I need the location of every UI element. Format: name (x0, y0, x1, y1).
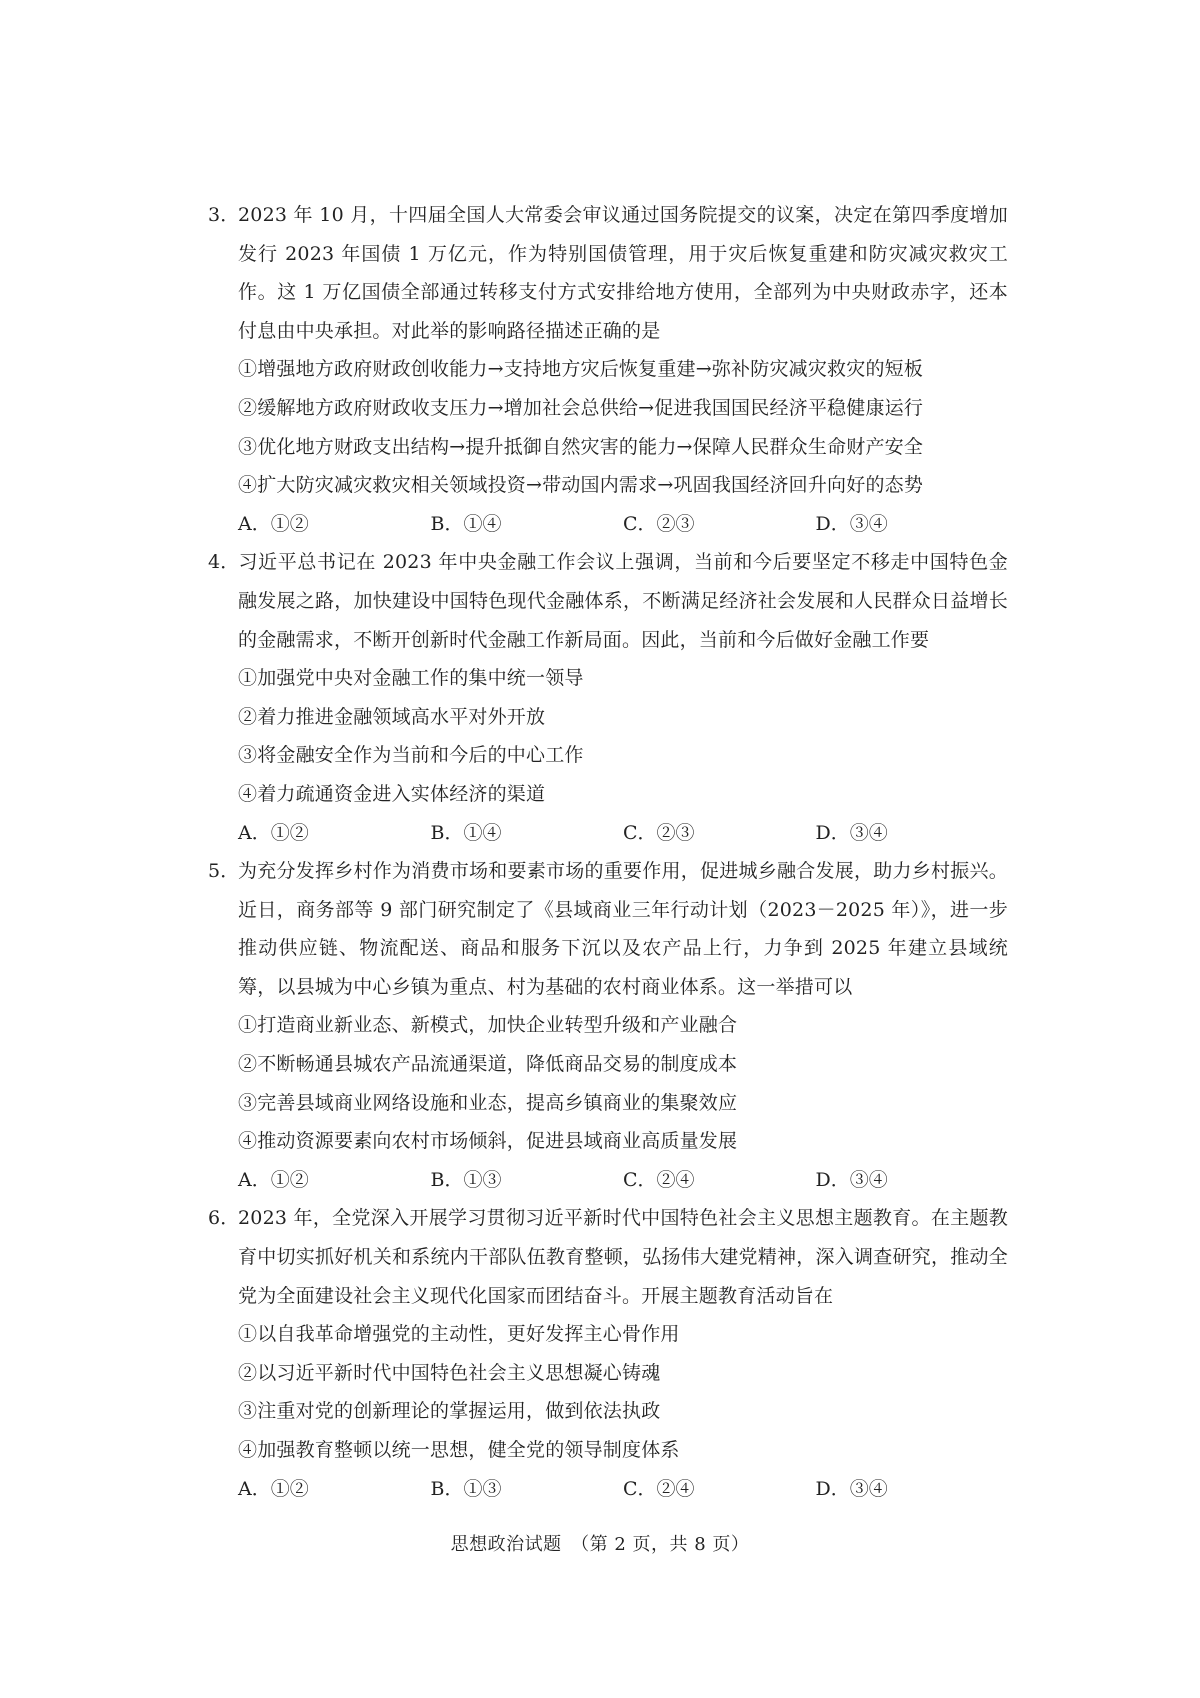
question-3-stem-line (208, 196, 1008, 350)
question-4-choice-d: D．③④ (815, 821, 888, 844)
question-3-statement-3: ③优化地方财政支出结构→提升抵御自然灾害的能力→保障人民群众生命财产安全 (238, 435, 924, 458)
question-4-choices (208, 814, 1008, 853)
question-3-choice-c: C．②③ (623, 512, 695, 535)
question-4-statement-3: ③将金融安全作为当前和今后的中心工作 (238, 744, 584, 767)
question-5-number: 5． (208, 860, 240, 883)
question-5-choice-b: B．①③ (430, 1168, 502, 1191)
question-4-stem-line (208, 543, 1008, 659)
question-3-statement-4: ④扩大防灾减灾救灾相关领域投资→带动国内需求→巩固我国经济回升向好的态势 (238, 474, 924, 497)
question-5-statement-4: ④推动资源要素向农村市场倾斜，促进县域商业高质量发展 (238, 1130, 738, 1153)
question-3 (208, 196, 1008, 543)
question-6-statement-4: ④加强教育整顿以统一思想，健全党的领导制度体系 (238, 1439, 680, 1461)
question-4-choice-c: C．②③ (623, 821, 695, 844)
question-3-choice-b: B．①④ (430, 512, 502, 535)
question-6-choice-d: D．③④ (815, 1477, 888, 1500)
question-3-stem: 2023 年 10 月，十四届全国人大常委会审议通过国务院提交的议案，决定在第四季度增加发行 2023 年国债 1 万亿元，作为特别国债管理，用于灾后恢复重建和防灾减灾救灾工作。这 1 万亿国债全部通过转移支付方式安排给地方使用，全部列为中央财政赤字，还本付息由中央承担。对此举的影响路径描述正确的是 (238, 204, 1008, 342)
question-3-choice-d: D．③④ (815, 512, 888, 535)
question-4-statement-1: ①加强党中央对金融工作的集中统一领导 (238, 667, 584, 690)
question-4 (208, 543, 1008, 852)
question-4-statement-2: ②着力推进金融领域高水平对外开放 (238, 705, 546, 728)
question-5-choice-a: A．①② (238, 1168, 309, 1191)
question-6-statement-2: ②以习近平新时代中国特色社会主义思想凝心铸魂 (238, 1361, 661, 1384)
question-6-stem: 2023 年，全党深入开展学习贯彻习近平新时代中国特色社会主义思想主题教育。在主题教育中切实抓好机关和系统内干部队伍教育整顿，弘扬伟大建党精神，深入调查研究，推动全党为全面建设社会主义现代化国家而团结奋斗。开展主题教育活动旨在 (238, 1207, 1008, 1307)
question-6-statement-3: ③注重对党的创新理论的掌握运用，做到依法执政 (238, 1400, 661, 1423)
question-4-choice-b: B．①④ (430, 821, 502, 844)
question-6 (208, 1199, 1008, 1508)
question-6-choice-a: A．①② (238, 1477, 309, 1500)
question-6-choice-b: B．①③ (430, 1477, 502, 1500)
question-6-statement-1: ①以自我革命增强党的主动性，更好发挥主心骨作用 (238, 1323, 680, 1346)
question-4-stem: 习近平总书记在 2023 年中央金融工作会议上强调，当前和今后要坚定不移走中国特色金融发展之路，加快建设中国特色现代金融体系，不断满足经济社会发展和人民群众日益增长的金融需求，不断开创新时代金融工作新局面。因此，当前和今后做好金融工作要 (238, 551, 1008, 651)
question-5-statement-2: ②不断畅通县城农产品流通渠道，降低商品交易的制度成本 (238, 1053, 738, 1076)
question-3-choice-a: A．①② (238, 512, 309, 535)
question-5-stem-line (208, 852, 1008, 1006)
question-4-choice-a: A．①② (238, 821, 309, 844)
question-5-choice-c: C．②④ (623, 1168, 695, 1191)
question-3-choices (208, 505, 1008, 544)
question-3-statement-2: ②缓解地方政府财政收支压力→增加社会总供给→促进我国国民经济平稳健康运行 (238, 396, 924, 419)
question-6-choice-c: C．②④ (623, 1477, 695, 1500)
question-6-choices (208, 1470, 1008, 1509)
question-5 (208, 852, 1008, 1199)
question-4-statement-4: ④着力疏通资金进入实体经济的渠道 (238, 782, 546, 805)
question-6-number: 6． (208, 1207, 240, 1230)
question-5-choices (208, 1161, 1008, 1200)
question-5-choice-d: D．③④ (815, 1168, 888, 1191)
exam-content (208, 196, 1008, 1508)
question-3-statement-1: ①增强地方政府财政创收能力→支持地方灾后恢复重建→弥补防灾减灾救灾的短板 (238, 358, 924, 381)
question-5-statement-3: ③完善县域商业网络设施和业态，提高乡镇商业的集聚效应 (238, 1091, 738, 1114)
page-footer: 思想政治试题 （第 2 页，共 8 页） (450, 1534, 750, 1555)
question-6-stem-line (208, 1199, 1008, 1315)
question-5-statement-1: ①打造商业新业态、新模式，加快企业转型升级和产业融合 (238, 1014, 738, 1037)
question-4-number: 4． (208, 551, 240, 574)
question-3-number: 3． (208, 204, 240, 226)
question-5-stem: 为充分发挥乡村作为消费市场和要素市场的重要作用，促进城乡融合发展，助力乡村振兴。近日，商务部等 9 部门研究制定了《县域商业三年行动计划（2023－2025 年）》，进一步推动供应链、物流配送、商品和服务下沉以及农产品上行，力争到 2025 年建立县域统筹，以县城为中心乡镇为重点、村为基础的农村商业体系。这一举措可以 (238, 860, 1008, 998)
